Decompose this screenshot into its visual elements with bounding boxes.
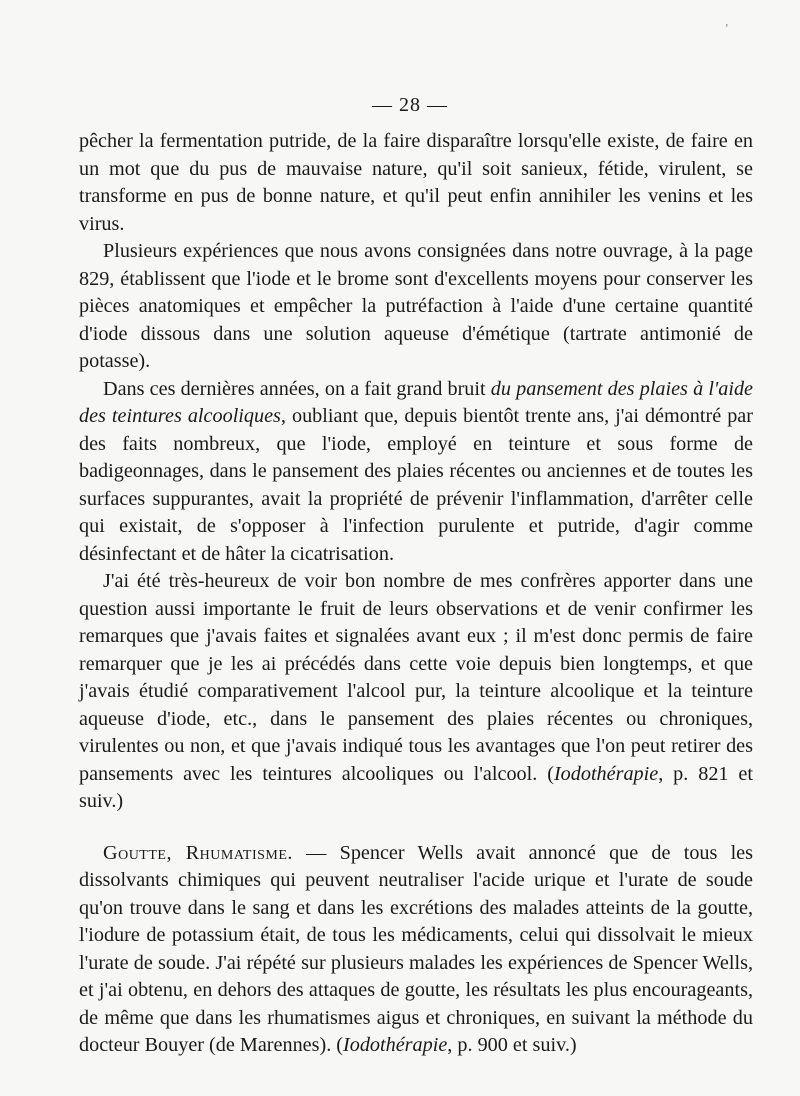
section-heading: Goutte, Rhumatisme. xyxy=(103,841,293,864)
paragraph-2: Plusieurs expériences que nous avons consignées dans notre ouvrage, à la page 829, établissent que l'iode et le brome sont d'excellents moyens pour conserver les pièces anatomiques et empêcher la putréfaction à l'aide d'une certaine quantité d'iode dissous dans une solution aqueuse d'émétique (tartrate antimonié de potasse). xyxy=(79,240,753,372)
paragraph-5 xyxy=(79,840,753,1060)
paragraph-3-text-end: , oubliant que, depuis bientôt trente ans, j'ai démontré par des faits nombreux, que l'iode, employé en teinture et sous forme de badigeonnages, dans le pansement des plaies récentes ou anciennes et de toutes les surfaces suppurantes, avait la propriété de prévenir l'inflammation, d'arrêter celle qui existait, de s'opposer à l'infection purulente et putride, d'agir comme désinfectant et de hâter la cicatrisation. xyxy=(79,405,753,565)
paragraph-5-text-start: — Spencer Wells avait annoncé que de tous les dissolvants chimiques qui peuvent neutraliser l'acide urique et l'urate de soude qu'on trouve dans le sang et dans les excrétions des malades atteints de la goutte, l'iodure de potassium était, de tous les médicaments, celui qui dissolvait le mieux l'urate de soude. J'ai répété sur plusieurs malades les expériences de Spencer Wells, et j'ai obtenu, en dehors des attaques de goutte, les résultats les plus encourageants, de même que dans les rhumatismes aigus et chroniques, en suivant la méthode du docteur Bouyer (de Marennes). ( xyxy=(79,841,754,1056)
section-gap xyxy=(79,816,753,840)
paragraph-1: pêcher la fermentation putride, de la faire disparaître lorsqu'elle existe, de faire en un mot que du pus de mauvaise nature, qu'il soit sanieux, fétide, virulent, se transforme en pus de bonne nature, et qu'il peut enfin annihiler les venins et les virus. xyxy=(79,130,753,235)
paragraph-5-italic: Iodothérapie xyxy=(343,1034,448,1056)
paragraph-4 xyxy=(79,568,753,816)
paragraph-3-text-start: Dans ces dernières années, on a fait grand bruit xyxy=(103,377,491,400)
paragraph-4-italic: Iodothérapie xyxy=(553,762,659,785)
paragraph-4-text-start: J'ai été très-heureux de voir bon nombre de mes confrères apporter dans une question aussi importante le fruit de leurs observations et de venir confirmer les remarques que j'avais faites et signalées avant eux ; il m'est donc permis de faire remarquer que je les ai précédés dans cette voie depuis bien longtemps, et que j'avais étudié comparativement l'alcool pur, la teinture alcoolique et la teinture aqueuse d'iode, etc., dans le pansement des plaies récentes ou chroniques, virulentes ou non, et que j'avais indiqué tous les avantages que l'on peut retirer des pansements avec les teintures alcooliques ou l'alcool. ( xyxy=(79,570,753,785)
page-number: — 28 — xyxy=(372,94,448,116)
paragraph-3-italic: du pansement des plaies à l'aide des teintures alcooliques xyxy=(79,377,754,427)
paragraph-5-text-end: , p. 900 et suiv.) xyxy=(447,1034,577,1056)
paragraph-4-text-end: , p. 821 et suiv.) xyxy=(79,762,753,812)
paragraph-3 xyxy=(79,376,753,569)
page-body xyxy=(79,128,753,1060)
corner-mark: ' xyxy=(725,22,728,37)
